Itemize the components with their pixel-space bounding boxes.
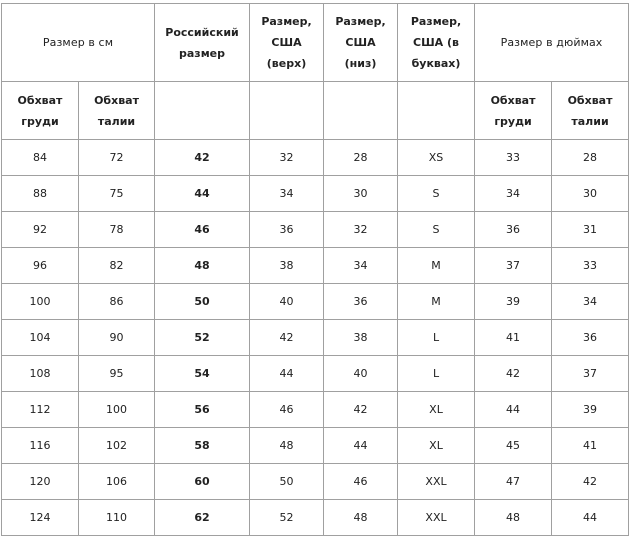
us-top-cell: 32 (250, 140, 324, 176)
us-top-cell: 46 (250, 392, 324, 428)
inch-chest-header (475, 82, 552, 140)
us-bottom-cell: 38 (324, 320, 398, 356)
inch-waist-cell: 31 (552, 212, 629, 248)
cm-waist-cell: 75 (79, 176, 155, 212)
ru-size-cell: 50 (155, 284, 250, 320)
cm-waist-cell: 110 (79, 500, 155, 536)
us-bottom-header-line-3: (низ) (344, 57, 377, 70)
us-letters-header-line-3: буквах) (411, 57, 461, 70)
table-row (2, 464, 629, 500)
inch-waist-header (552, 82, 629, 140)
us-bottom-cell: 42 (324, 392, 398, 428)
table-row (2, 212, 629, 248)
us-top-header-line-2: США (271, 36, 302, 49)
table-row (2, 320, 629, 356)
inch-chest-cell: 33 (475, 140, 552, 176)
us-top-header-line-1: Размер, (261, 15, 312, 28)
us-letter-cell: XL (398, 428, 475, 464)
cm-waist-cell: 72 (79, 140, 155, 176)
inch-chest-cell: 42 (475, 356, 552, 392)
us-top-cell: 44 (250, 356, 324, 392)
ru-size-cell: 46 (155, 212, 250, 248)
cm-waist-cell: 102 (79, 428, 155, 464)
us-letter-cell: XL (398, 392, 475, 428)
us-top-header (250, 4, 324, 82)
table-row (2, 284, 629, 320)
cm-chest-cell: 104 (2, 320, 79, 356)
ru-size-cell: 54 (155, 356, 250, 392)
inch-waist-cell: 44 (552, 500, 629, 536)
empty-cell-us-top (250, 82, 324, 140)
us-letter-cell: XS (398, 140, 475, 176)
ru-size-cell: 62 (155, 500, 250, 536)
us-top-cell: 42 (250, 320, 324, 356)
cm-chest-cell: 84 (2, 140, 79, 176)
us-bottom-cell: 28 (324, 140, 398, 176)
cm-waist-cell: 86 (79, 284, 155, 320)
inch-chest-cell: 39 (475, 284, 552, 320)
ru-size-cell: 52 (155, 320, 250, 356)
cm-chest-cell: 92 (2, 212, 79, 248)
inch-chest-header-line-1: Обхват (490, 93, 536, 107)
cm-waist-cell: 78 (79, 212, 155, 248)
us-bottom-cell: 46 (324, 464, 398, 500)
inch-waist-cell: 33 (552, 248, 629, 284)
table-row (2, 500, 629, 536)
subheader-row (2, 82, 629, 140)
ru-size-cell: 42 (155, 140, 250, 176)
us-letter-cell: XXL (398, 500, 475, 536)
us-bottom-cell: 30 (324, 176, 398, 212)
inch-group-header (475, 4, 629, 82)
cm-chest-cell: 96 (2, 248, 79, 284)
us-letter-cell: S (398, 212, 475, 248)
us-letters-header-line-1: Размер, (410, 15, 462, 28)
us-letter-cell: S (398, 176, 475, 212)
us-letters-header (398, 4, 475, 82)
empty-cell-us-bottom (324, 82, 398, 140)
us-top-header-line-3: (верх) (266, 57, 307, 70)
us-top-cell: 52 (250, 500, 324, 536)
cm-chest-header (2, 82, 79, 140)
us-bottom-header-line-2: США (345, 36, 376, 49)
us-bottom-header (324, 4, 398, 82)
cm-chest-cell: 116 (2, 428, 79, 464)
table-row (2, 356, 629, 392)
us-bottom-cell: 36 (324, 284, 398, 320)
us-bottom-cell: 34 (324, 248, 398, 284)
us-bottom-cell: 48 (324, 500, 398, 536)
us-bottom-header-line-1: Размер, (335, 15, 386, 28)
inch-chest-header-line-2: груди (494, 114, 532, 128)
table-row (2, 428, 629, 464)
us-top-cell: 50 (250, 464, 324, 500)
ru-size-header-line-2: размер (179, 46, 226, 60)
inch-waist-header-line-1: Обхват (567, 93, 613, 107)
us-top-cell: 38 (250, 248, 324, 284)
table-row (2, 392, 629, 428)
us-letter-cell: L (398, 356, 475, 392)
inch-chest-cell: 48 (475, 500, 552, 536)
ru-size-cell: 58 (155, 428, 250, 464)
ru-size-cell: 60 (155, 464, 250, 500)
inch-waist-cell: 28 (552, 140, 629, 176)
cm-chest-cell: 120 (2, 464, 79, 500)
cm-chest-cell: 112 (2, 392, 79, 428)
us-top-cell: 36 (250, 212, 324, 248)
cm-chest-cell: 88 (2, 176, 79, 212)
cm-waist-cell: 106 (79, 464, 155, 500)
cm-waist-cell: 90 (79, 320, 155, 356)
cm-group-header-text: Размер в см (42, 36, 114, 49)
cm-waist-header-line-2: талии (97, 114, 136, 128)
cm-waist-cell: 95 (79, 356, 155, 392)
inch-waist-header-line-2: талии (571, 114, 609, 128)
us-top-cell: 34 (250, 176, 324, 212)
inch-waist-cell: 42 (552, 464, 629, 500)
cm-waist-cell: 82 (79, 248, 155, 284)
ru-size-cell: 44 (155, 176, 250, 212)
inch-chest-cell: 41 (475, 320, 552, 356)
table-row (2, 140, 629, 176)
us-bottom-cell: 44 (324, 428, 398, 464)
inch-waist-cell: 39 (552, 392, 629, 428)
us-letter-cell: XXL (398, 464, 475, 500)
cm-waist-cell: 100 (79, 392, 155, 428)
us-letters-header-line-2: США (в (413, 36, 460, 49)
cm-chest-header-line-2: груди (21, 114, 59, 128)
us-letter-cell: L (398, 320, 475, 356)
cm-chest-header-line-1: Обхват (17, 93, 63, 107)
cm-chest-cell: 100 (2, 284, 79, 320)
us-bottom-cell: 40 (324, 356, 398, 392)
ru-size-header (155, 4, 250, 82)
inch-waist-cell: 30 (552, 176, 629, 212)
empty-cell-us-letters (398, 82, 475, 140)
inch-waist-cell: 36 (552, 320, 629, 356)
inch-chest-cell: 45 (475, 428, 552, 464)
us-top-cell: 40 (250, 284, 324, 320)
inch-group-header-text: Размер в дюймах (500, 36, 603, 49)
inch-chest-cell: 36 (475, 212, 552, 248)
cm-chest-cell: 124 (2, 500, 79, 536)
inch-waist-cell: 41 (552, 428, 629, 464)
us-letter-cell: M (398, 284, 475, 320)
us-top-cell: 48 (250, 428, 324, 464)
table-row (2, 248, 629, 284)
ru-size-header-line-1: Российский (165, 25, 239, 39)
us-bottom-cell: 32 (324, 212, 398, 248)
table-row (2, 176, 629, 212)
inch-waist-cell: 37 (552, 356, 629, 392)
ru-size-cell: 48 (155, 248, 250, 284)
inch-chest-cell: 34 (475, 176, 552, 212)
us-letter-cell: M (398, 248, 475, 284)
cm-waist-header-line-1: Обхват (94, 93, 139, 107)
cm-group-header (2, 4, 155, 82)
inch-waist-cell: 34 (552, 284, 629, 320)
cm-waist-header (79, 82, 155, 140)
empty-cell-ru (155, 82, 250, 140)
inch-chest-cell: 37 (475, 248, 552, 284)
inch-chest-cell: 47 (475, 464, 552, 500)
inch-chest-cell: 44 (475, 392, 552, 428)
size-chart-table (1, 3, 629, 536)
cm-chest-cell: 108 (2, 356, 79, 392)
ru-size-cell: 56 (155, 392, 250, 428)
header-row (2, 4, 629, 82)
